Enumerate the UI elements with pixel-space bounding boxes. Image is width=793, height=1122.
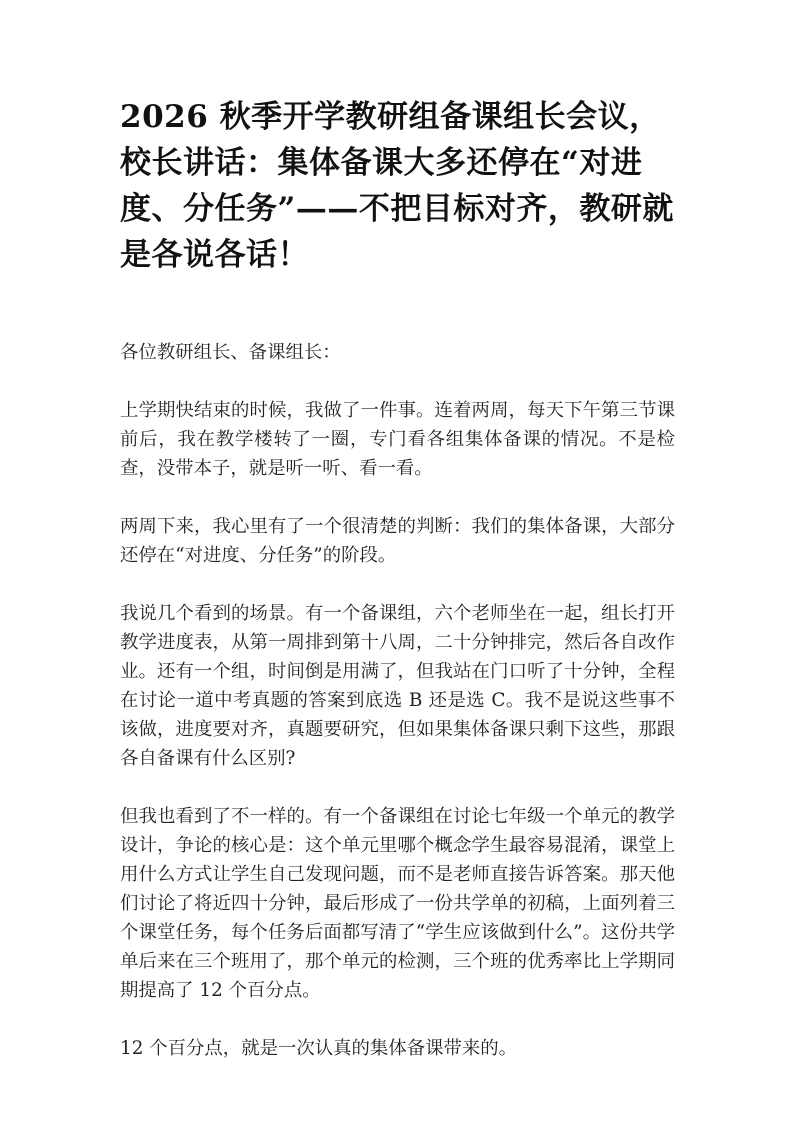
paragraph: 12 个百分点，就是一次认真的集体备课带来的。: [120, 1038, 518, 1059]
paragraph: 但我也看到了不一样的。有一个备课组在讨论七年级一个单元的教学设计，争论的核心是：这个单元里哪个概念学生最容易混淆，课堂上用什么方式让学生自己发现问题，而不是老师直接告诉答案。那天他们讨论了将近四十分钟，最后形成了一份共学单的初稿，上面列着三个课堂任务，每个任务后面都写清了“学生应该做到什么”。这份共学单后来在三个班用了，那个单元的检测，三个班的优秀率比上学期同期提高了 12 个百分点。: [120, 806, 675, 1001]
paragraph: 两周下来，我心里有了一个很清楚的判断：我们的集体备课，大部分还停在“对进度、分任务”的阶段。: [120, 516, 675, 566]
salutation: 各位教研组长、备课组长：: [120, 342, 341, 363]
document-title: 2026 秋季开学教研组备课组长会议，校长讲话：集体备课大多还停在“对进度、分任务”——不把目标对齐，教研就是各说各话！: [120, 99, 674, 273]
paragraph: 我说几个看到的场景。有一个备课组，六个老师坐在一起，组长打开教学进度表，从第一周排到第十八周，二十分钟排完，然后各自改作业。还有一个组，时间倒是用满了，但我站在门口听了十分钟，全程在讨论一道中考真题的答案到底选 B 还是选 C。我不是说这些事不该做，进度要对齐，真题要研究，但如果集体备课只剩下这些，那跟各自备课有什么区别?: [120, 603, 675, 769]
paragraph: 上学期快结束的时候，我做了一件事。连着两周，每天下午第三节课前后，我在教学楼转了一圈，专门看各组集体备课的情况。不是检查，没带本子，就是听一听、看一看。: [120, 400, 675, 479]
document-body: [120, 338, 675, 1063]
